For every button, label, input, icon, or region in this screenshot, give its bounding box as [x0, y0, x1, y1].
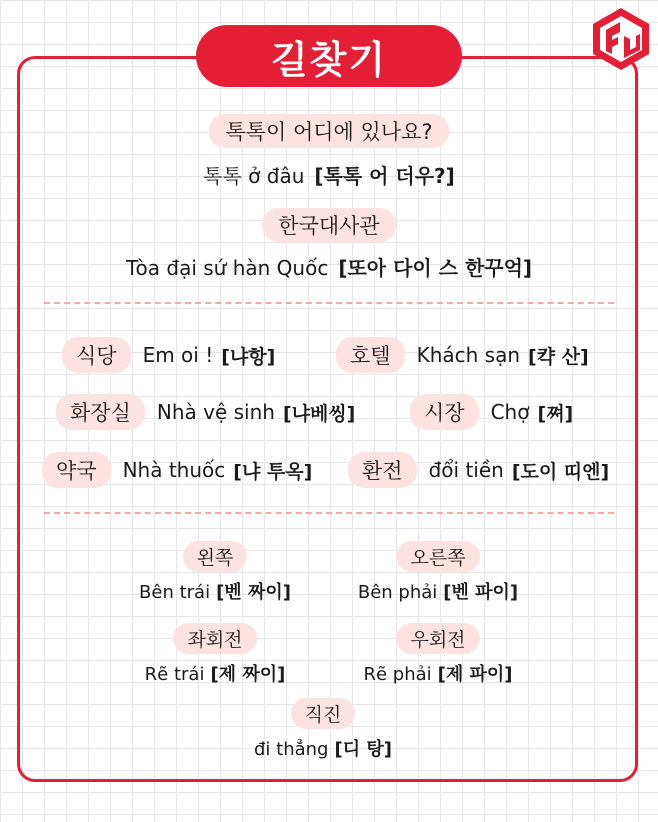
cube-logo-icon	[590, 6, 652, 72]
page-title	[196, 25, 462, 87]
direction-pron: [제 파이]	[437, 664, 513, 685]
direction-vi: đi thẳng	[254, 739, 329, 760]
place-ko-pill: 화장실	[56, 394, 145, 430]
place-vi: Khách sạn	[416, 343, 521, 367]
place-vi: đổi tiền	[428, 458, 504, 482]
embassy-pron-row	[0, 252, 658, 281]
place-item	[62, 337, 275, 373]
direction-item	[95, 623, 335, 686]
embassy-pron: [또아 다이 스 한꾸억]	[338, 256, 533, 280]
place-vi: Em oi !	[142, 343, 214, 367]
direction-ko-pill: 직진	[291, 698, 356, 729]
direction-item	[318, 623, 558, 686]
direction-item	[203, 698, 443, 761]
place-vi: Chợ	[490, 400, 530, 424]
place-item	[336, 337, 589, 373]
page-title-text: 길찾기	[270, 37, 388, 82]
place-pron: [도이 띠엔]	[511, 460, 610, 483]
divider-2	[44, 512, 614, 514]
place-pron: [냐베씽]	[282, 402, 356, 425]
direction-pron: [벤 파이]	[443, 582, 519, 603]
direction-vi: Rẽ phải	[363, 664, 432, 685]
place-ko-pill: 호텔	[336, 337, 405, 373]
place-pron: [쪄]	[537, 402, 574, 425]
embassy-row	[0, 208, 658, 242]
place-ko-pill: 식당	[62, 337, 131, 373]
question-pron-row	[0, 160, 658, 189]
direction-vi: Bên trái	[139, 582, 211, 603]
question-pron: [톡톡 어 더우?]	[314, 164, 455, 188]
place-item	[42, 452, 312, 488]
place-ko-pill: 약국	[42, 452, 111, 488]
embassy-vi: Tòa đại sứ hàn Quốc	[125, 256, 329, 280]
direction-item	[95, 541, 335, 604]
direction-ko-pill: 왼쪽	[183, 541, 248, 572]
embassy-ko-pill: 한국대사관	[262, 208, 395, 242]
question-ko-pill: 톡톡이 어디에 있나요?	[209, 114, 448, 148]
place-item	[348, 452, 609, 488]
direction-ko-pill: 좌회전	[173, 623, 256, 654]
place-ko-pill: 환전	[348, 452, 417, 488]
direction-vi: Bên phải	[357, 582, 438, 603]
direction-pron: [디 탕]	[334, 739, 392, 760]
place-vi: Nhà thuốc	[122, 458, 226, 482]
place-item	[56, 394, 355, 430]
direction-vi: Rẽ trái	[144, 664, 205, 685]
place-pron: [냐 투옥]	[233, 460, 313, 483]
place-pron: [냐항]	[221, 345, 276, 368]
place-pron: [캭 산]	[528, 345, 589, 368]
question-row	[0, 114, 658, 148]
direction-pron: [벤 짜이]	[216, 582, 291, 603]
place-item	[410, 394, 573, 430]
direction-ko-pill: 우회전	[396, 623, 479, 654]
direction-item	[318, 541, 558, 604]
question-vi: 톡톡 ở đâu	[203, 164, 305, 188]
divider-1	[44, 302, 614, 304]
place-vi: Nhà vệ sinh	[156, 400, 275, 424]
direction-pron: [제 짜이]	[210, 664, 286, 685]
place-ko-pill: 시장	[410, 394, 479, 430]
direction-ko-pill: 오른쪽	[396, 541, 479, 572]
